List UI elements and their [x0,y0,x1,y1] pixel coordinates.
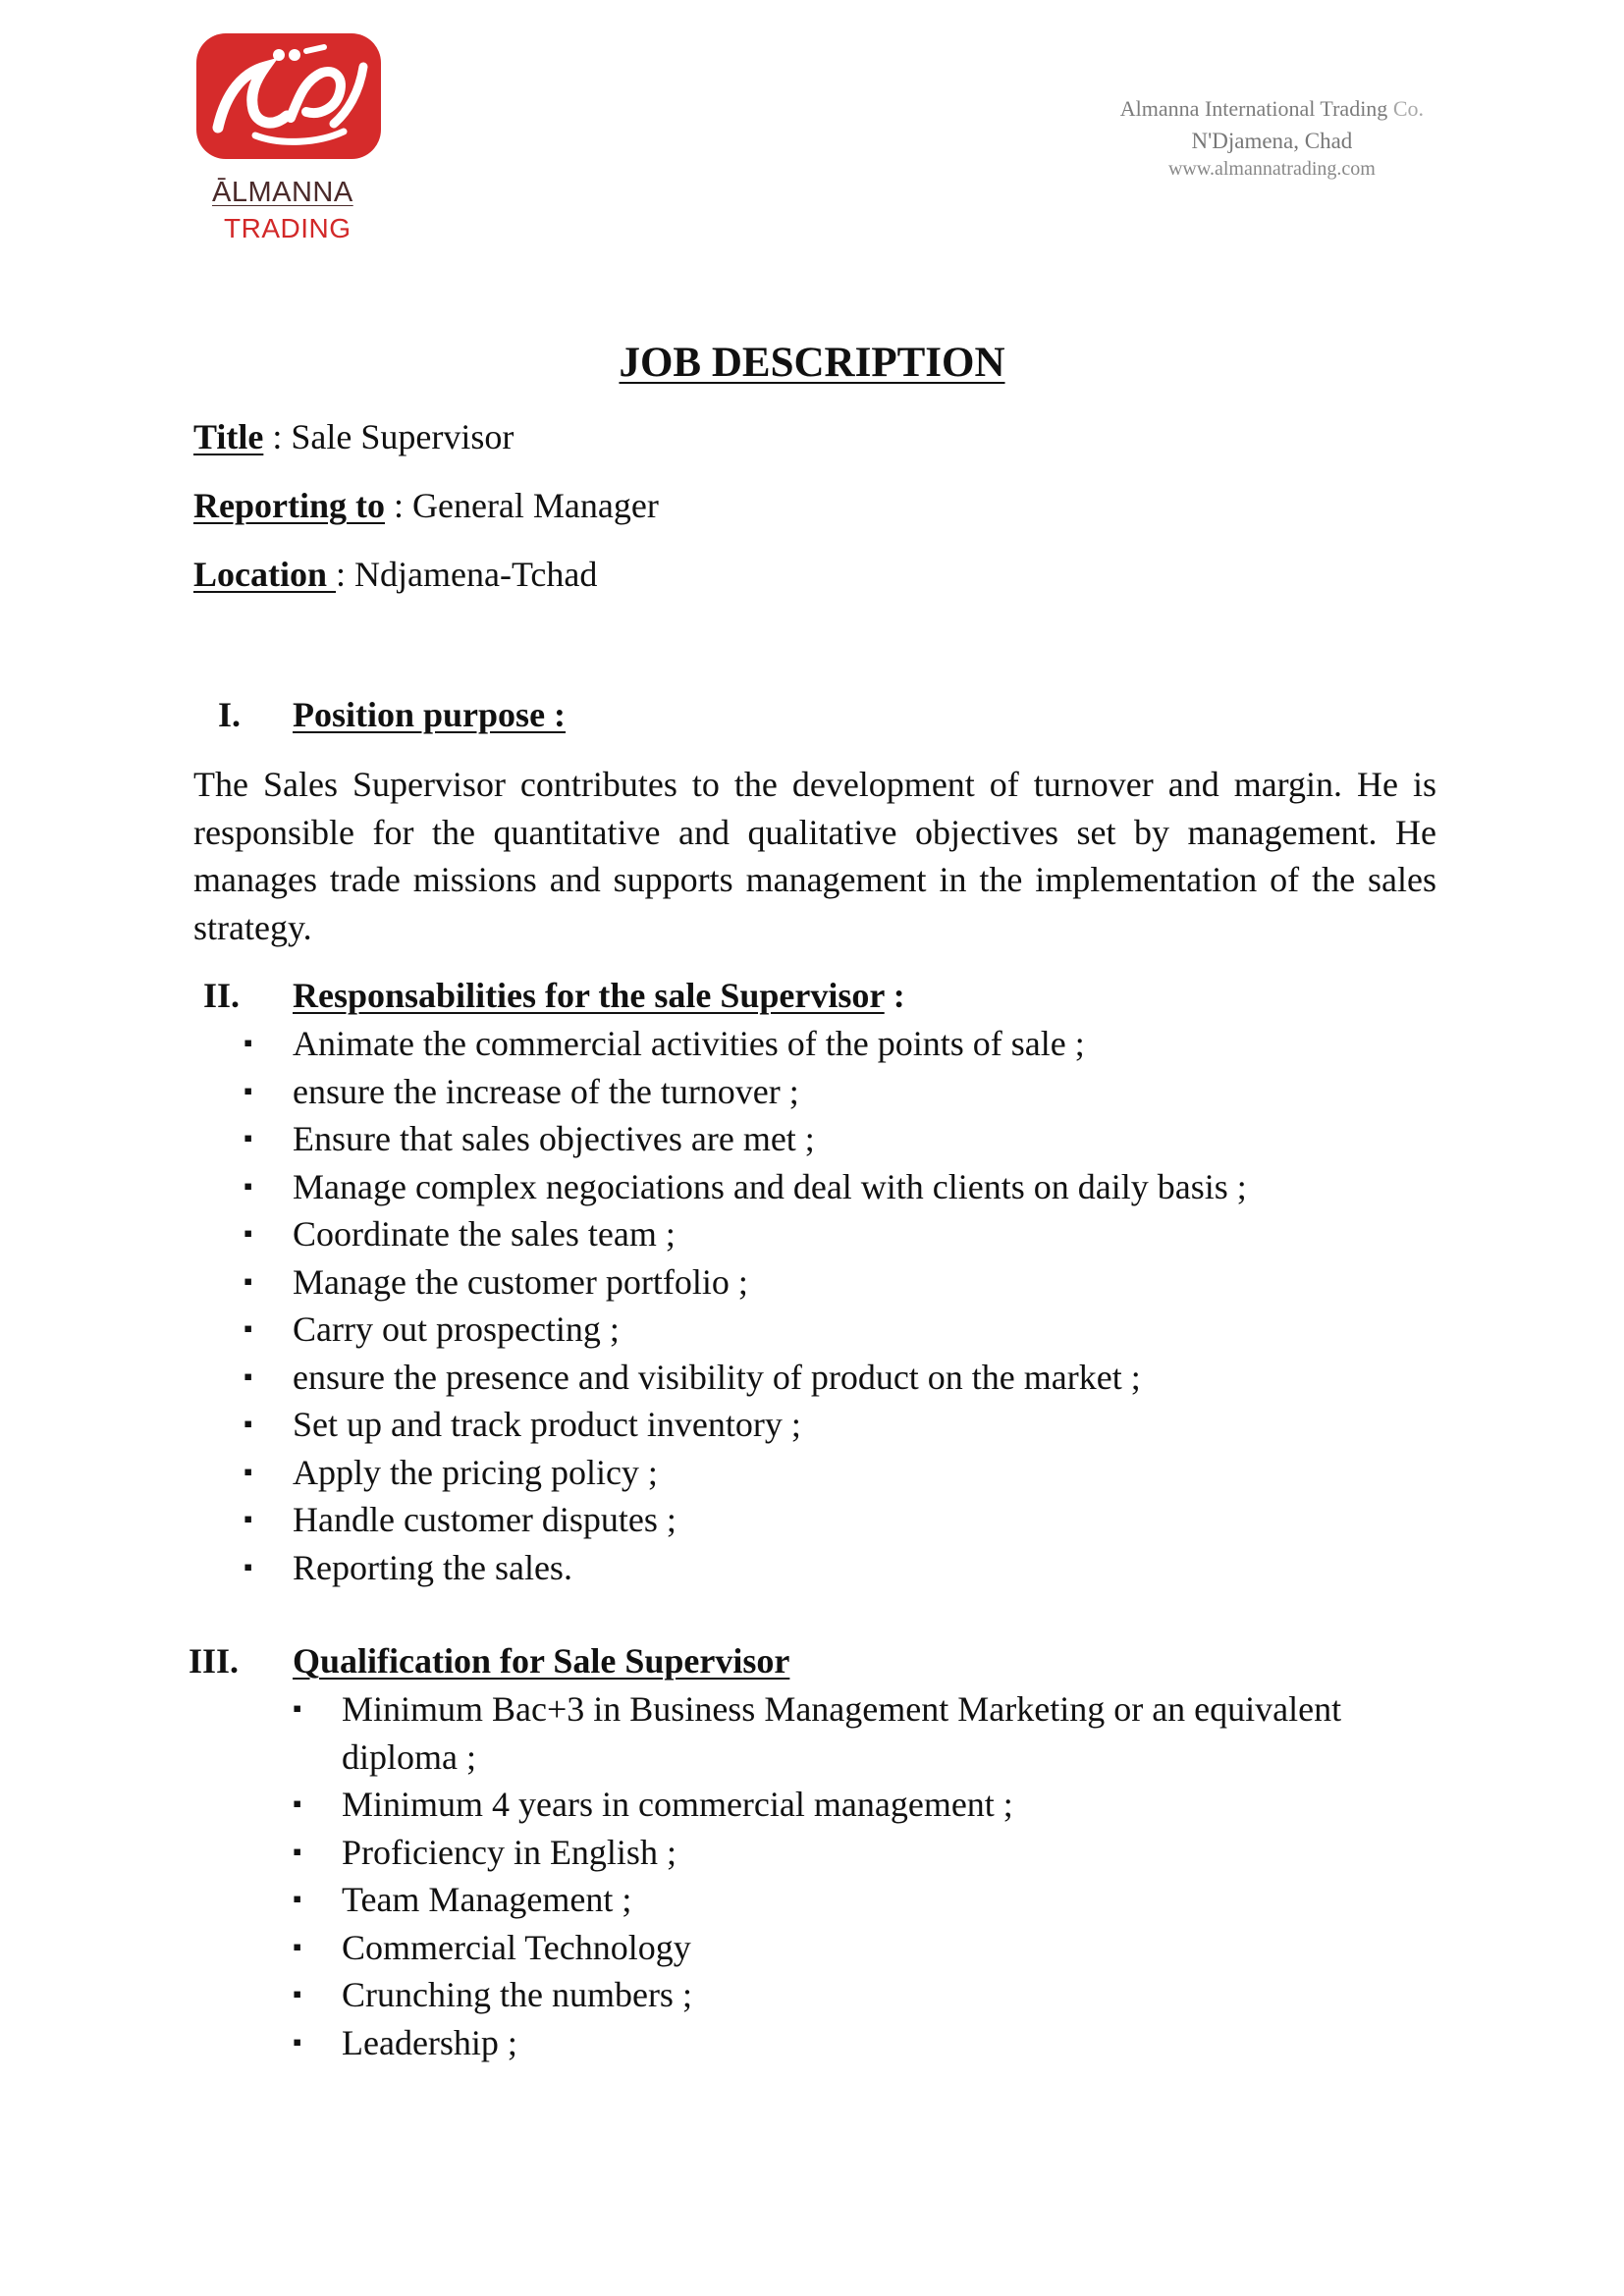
list-item-text: Reporting the sales. [293,1547,572,1587]
field-reporting-to: Reporting to : General Manager [193,486,659,525]
bullet-icon: ▪ [293,1694,302,1723]
company-logo [196,33,381,159]
logo-calligraphy-icon [196,33,381,159]
list-item [293,1971,1437,2019]
list-item-text: Handle customer disputes ; [293,1500,677,1539]
list-item [244,1449,1247,1497]
bullet-icon: ▪ [244,1457,253,1486]
brand-name-line1: ĀLMANNA [212,177,353,208]
list-item-text: Animate the commercial activities of the points of sale ; [293,1024,1085,1063]
field-title: Title : Sale Supervisor [193,417,514,456]
field-location: Location : Ndjamena-Tchad [193,555,598,594]
list-item-text: Set up and track product inventory ; [293,1405,801,1444]
list-item [293,1781,1437,1829]
list-item-text: Crunching the numbers ; [342,1975,692,2014]
bullet-icon: ▪ [293,1837,302,1866]
bullet-icon: ▪ [244,1552,253,1581]
list-item [244,1401,1247,1449]
bullet-icon: ▪ [293,2027,302,2056]
list-item-text: Apply the pricing policy ; [293,1452,658,1492]
responsibilities-list [244,1020,1247,1591]
bullet-icon: ▪ [293,1789,302,1818]
list-item [244,1354,1247,1402]
list-item [293,1876,1437,1924]
list-item-text: Minimum Bac+3 in Business Management Marketing or an equivalent diploma ; [342,1689,1342,1777]
list-item-text: Carry out prospecting ; [293,1309,620,1349]
list-item-text: Proficiency in English ; [342,1832,677,1872]
list-item-text: Coordinate the sales team ; [293,1214,676,1254]
bullet-icon: ▪ [293,1885,302,1913]
list-item-text: ensure the presence and visibility of product on the market ; [293,1357,1141,1397]
list-item-text: Manage complex negociations and deal with clients on daily basis ; [293,1166,1247,1206]
list-item-text: Minimum 4 years in commercial management ; [342,1785,1013,1824]
company-city: N'Djamena, Chad [1191,129,1353,154]
list-item [244,1020,1247,1068]
brand-name-line2: TRADING [224,213,352,243]
bullet-icon: ▪ [293,1980,302,2008]
bullet-icon: ▪ [244,1124,253,1152]
list-item [244,1115,1247,1163]
bullet-icon: ▪ [244,1410,253,1438]
bullet-icon: ▪ [244,1505,253,1533]
list-item-text: ensure the increase of the turnover ; [293,1071,799,1111]
bullet-icon: ▪ [293,1932,302,1961]
bullet-icon: ▪ [244,1266,253,1296]
company-name: Almanna International Trading Co. [1119,96,1424,121]
list-item [293,2019,1437,2067]
list-item [293,1685,1437,1781]
list-item-text: Ensure that sales objectives are met ; [293,1119,815,1158]
document-title: JOB DESCRIPTION [619,340,1005,386]
list-item [244,1496,1247,1544]
qualifications-list [293,1685,1437,2066]
list-item [244,1210,1247,1258]
bullet-icon: ▪ [244,1362,253,1391]
list-item-text: Manage the customer portfolio ; [293,1261,748,1302]
bullet-icon: ▪ [244,1314,253,1343]
list-item-text: Team Management ; [342,1880,632,1919]
list-item [244,1258,1247,1307]
bullet-icon: ▪ [244,1219,253,1248]
list-item-text: Leadership ; [342,2022,517,2062]
list-item [244,1163,1247,1211]
company-website: www.almannatrading.com [1167,157,1376,180]
list-item-text: Commercial Technology [342,1927,691,1967]
list-item [244,1068,1247,1116]
section-title: Qualification for Sale Supervisor [293,1641,790,1681]
list-item [293,1924,1437,1972]
bullet-icon: ▪ [244,1029,253,1057]
section-number: I. [218,695,242,734]
section-title: Position purpose : [293,695,567,734]
section-title: Responsabilities for the sale Supervisor [293,976,885,1015]
section-number: III. [189,1641,240,1681]
section-number: II. [203,976,241,1015]
bullet-icon: ▪ [244,1076,253,1105]
company-info [1120,96,1424,181]
list-item [293,1829,1437,1877]
list-item [244,1306,1247,1354]
position-purpose-text: The Sales Supervisor contributes to the development of turnover and margin. He is responsible for the quantitative and qualitative objectives set by management. He manages trade missions and supports management in the implementation of the sales strategy. [193,765,1436,947]
list-item [244,1544,1247,1592]
bullet-icon: ▪ [244,1171,253,1201]
